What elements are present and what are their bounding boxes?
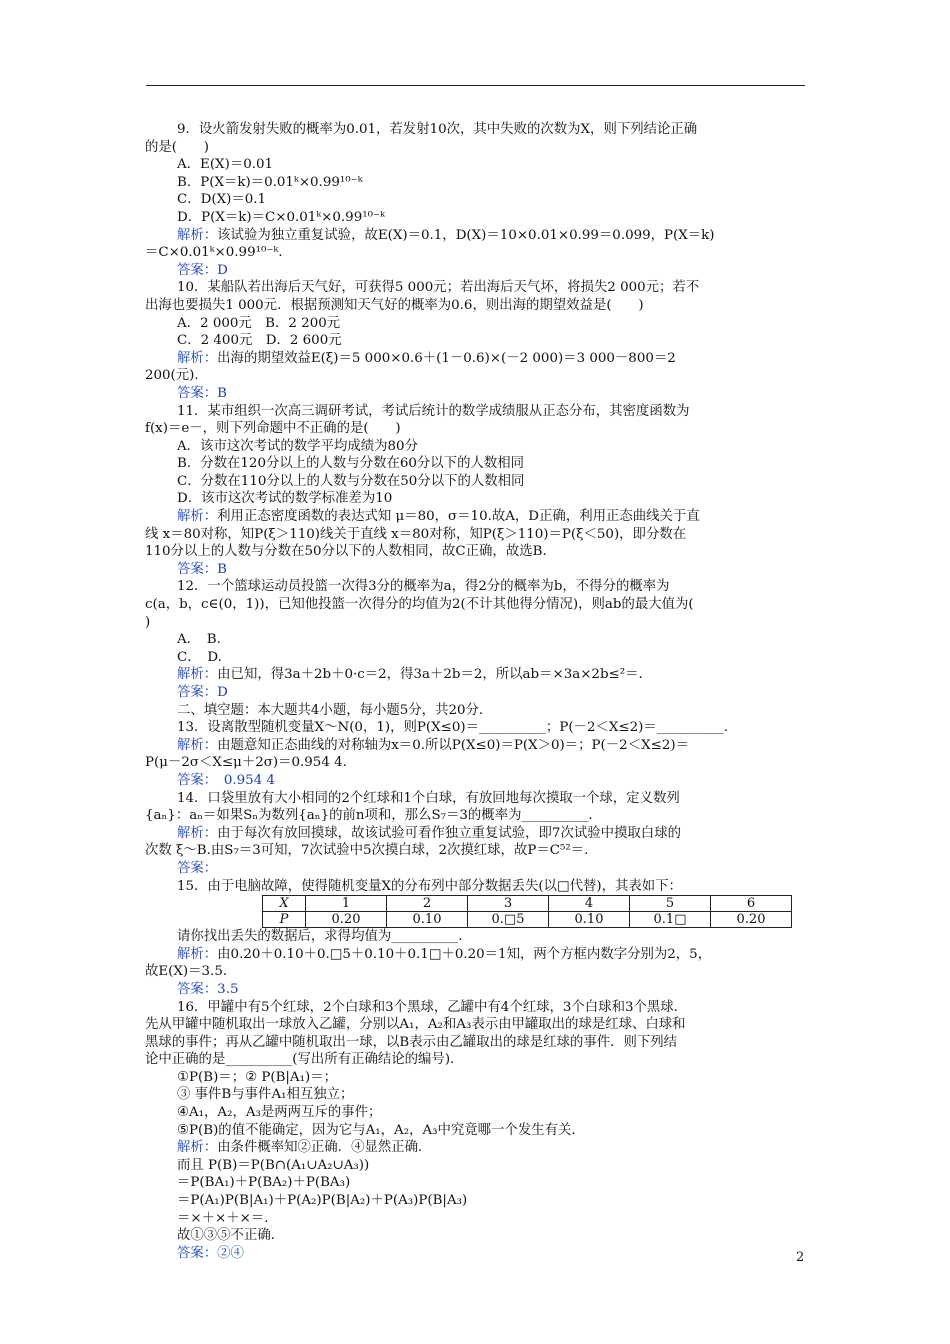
text-line <box>145 1051 810 1069</box>
line-text: C．D(X)＝0.1 <box>177 192 267 208</box>
line-text: {aₙ}：aₙ＝如果Sₙ为数列{aₙ}的前n项和，那么S₇＝3的概率为__________. <box>145 808 593 824</box>
text-line <box>145 1245 810 1263</box>
table-cell: 3 <box>468 896 549 912</box>
table-row-x <box>263 896 792 912</box>
label-answer: 答案： <box>177 385 218 401</box>
line-text: D <box>217 262 228 278</box>
label-answer: 答案： <box>177 262 218 278</box>
line-text: 次数 ξ～B.由S₇＝3可知，7次试验中5次摸白球，2次摸红球，故P＝C⁵²＝. <box>145 843 589 859</box>
line-text: ) <box>145 614 151 630</box>
text-line <box>145 790 810 808</box>
label-analysis: 解析： <box>177 227 218 243</box>
line-text: 而且 P(B)＝P(B∩(A₁∪A₂∪A₃)) <box>177 1157 370 1173</box>
line-text: ⑤P(B)的值不能确定，因为它与A₁，A₂，A₃中究竟哪一个发生有关． <box>177 1122 585 1138</box>
text-line <box>145 174 810 192</box>
label-answer: 答案： <box>177 685 218 700</box>
text-line <box>145 315 810 333</box>
text-line <box>145 666 810 684</box>
label-analysis: 解析： <box>177 667 218 683</box>
line-text: 10．某船队若出海后天气好，可获得5 000元；若出海后天气坏，将损失2 000元；若不 <box>177 280 700 296</box>
text-line <box>145 999 810 1017</box>
text-line <box>145 1016 810 1034</box>
line-text: ＝×＋×＋×＝. <box>177 1210 269 1226</box>
text-line <box>145 473 810 491</box>
text-line <box>145 1104 810 1122</box>
line-text: 15．由于电脑故障，使得随机变量X的分布列中部分数据丢失(以□代替)，其表如下： <box>177 878 682 894</box>
line-text: 的是( ) <box>145 139 210 155</box>
text-line <box>145 543 810 561</box>
text-line <box>145 807 810 825</box>
text-line <box>145 1157 810 1175</box>
line-text: 故①③⑤不正确． <box>177 1228 285 1244</box>
text-line <box>145 420 810 438</box>
text-line <box>145 737 810 755</box>
text-line <box>145 455 810 473</box>
line-text: A． B. <box>177 632 221 648</box>
label-analysis: 解析： <box>177 825 218 841</box>
line-text: D <box>217 685 228 700</box>
page-number: 2 <box>796 1250 805 1265</box>
line-text: 二、填空题：本大题共4小题，每小题5分，共20分． <box>177 702 493 718</box>
table-row-p <box>263 912 792 928</box>
text-line <box>145 631 810 649</box>
text-line <box>145 1034 810 1052</box>
label-answer: 答案： <box>177 860 218 876</box>
line-text: 故E(X)＝3.5. <box>145 964 228 980</box>
line-text: D．该市这次考试的数学标准差为10 <box>177 491 393 507</box>
text-block-after-table <box>145 928 810 1262</box>
table-cell: 0.1□ <box>630 912 711 928</box>
text-line <box>145 1192 810 1210</box>
text-line <box>145 121 810 139</box>
line-text: c(a，b，c∈(0，1))，已知他投篮一次得分的均值为2(不计其他得分情况)，则ab的最大值为( <box>145 597 694 613</box>
line-text: 0.954 4 <box>210 772 275 788</box>
text-line <box>145 702 810 720</box>
text-line <box>145 139 810 157</box>
line-text: ＝P(BA₁)＋P(BA₂)＋P(BA₃) <box>177 1175 351 1191</box>
line-text: 200(元)． <box>145 368 208 384</box>
line-text: ④A₁，A₂，A₃是两两互斥的事件； <box>177 1105 382 1121</box>
line-text: 线 x＝80对称，知P(ξ＞110)线关于直线 x＝80对称，知P(ξ＞110)＝P(ξ＜50)，即分数在 <box>145 526 687 542</box>
line-text: 黑球的事件；再从乙罐中随机取出一球，以B表示由乙罐取出的球是红球的事件．则下列结 <box>145 1034 678 1050</box>
line-text: A．该市这次考试的数学平均成绩为80分 <box>177 438 418 454</box>
text-line <box>145 842 810 860</box>
line-text: 由条件概率知②正确．④显然正确． <box>217 1140 432 1156</box>
table-cell: 4 <box>549 896 630 912</box>
label-analysis: 解析： <box>177 737 218 753</box>
text-line <box>145 262 810 280</box>
text-line <box>145 1139 810 1157</box>
label-analysis: 解析： <box>177 350 218 366</box>
label-answer: 答案： <box>177 981 218 997</box>
text-line <box>145 385 810 403</box>
line-text: 出海的期望效益E(ξ)＝5 000×0.6＋(1－0.6)×(－2 000)＝3 000－800＝2 <box>217 350 676 366</box>
table-cell: 1 <box>306 896 387 912</box>
line-text: C． D. <box>177 649 222 665</box>
table-cell: 2 <box>387 896 468 912</box>
text-line <box>145 1210 810 1228</box>
text-line <box>145 156 810 174</box>
line-text: 110分以上的人数与分数在50分以下的人数相同，故C正确，故选B. <box>145 544 547 560</box>
text-line <box>145 297 810 315</box>
text-line <box>145 578 810 596</box>
distribution-table <box>262 895 792 928</box>
text-line <box>145 963 810 981</box>
text-line <box>145 490 810 508</box>
line-text: A．E(X)＝0.01 <box>177 157 274 173</box>
text-line <box>145 946 810 964</box>
line-text: 利用正态密度函数的表达式知 μ＝80，σ＝10.故A，D正确，利用正态曲线关于直 <box>217 509 700 525</box>
text-line <box>145 614 810 632</box>
line-text: 12．一个篮球运动员投篮一次得3分的概率为a，得2分的概率为b，不得分的概率为 <box>177 579 670 595</box>
line-text: 13．设离散型随机变量X～N(0，1)，则P(X≤0)＝__________；P(－2＜X≤2)＝__________. <box>177 720 728 736</box>
line-text: 由于每次有放回摸球，故该试验可看作独立重复试验，即7次试验中摸取白球的 <box>217 825 681 841</box>
text-line <box>145 1174 810 1192</box>
line-text: ＝C×0.01ᵏ×0.99¹⁰⁻ᵏ. <box>145 245 283 261</box>
line-text: ②④ <box>217 1245 244 1261</box>
label-analysis: 解析： <box>177 1140 218 1156</box>
label-analysis: 解析： <box>177 946 218 962</box>
text-line <box>145 508 810 526</box>
line-text: C．2 400元 D．2 600元 <box>177 333 342 349</box>
text-line <box>145 403 810 421</box>
text-line <box>145 719 810 737</box>
text-line <box>145 981 810 999</box>
text-line <box>145 860 810 878</box>
table-cell: 0.□5 <box>468 912 549 928</box>
line-text: 3.5 <box>217 981 239 997</box>
line-text: P(μ－2σ＜X≤μ＋2σ)＝0.954 4. <box>145 755 347 771</box>
label-answer: 答案： <box>177 1245 218 1261</box>
line-text: 14．口袋里放有大小相同的2个红球和1个白球，有放回地每次摸取一个球，定义数列 <box>177 790 680 806</box>
line-text: 出海也要损失1 000元．根据预测知天气好的概率为0.6，则出海的期望效益是( ) <box>145 297 644 313</box>
line-text: 由题意知正态曲线的对称轴为x＝0.所以P(X≤0)＝P(X＞0)＝；P(－2＜X≤2)＝ <box>217 737 689 753</box>
text-line <box>145 825 810 843</box>
line-text: 论中正确的是__________(写出所有正确结论的编号)． <box>145 1052 464 1068</box>
label-analysis: 解析： <box>177 509 218 525</box>
line-text: 请你找出丢失的数据后，求得均值为__________. <box>177 929 463 945</box>
text-line <box>145 279 810 297</box>
table-cell: 0.20 <box>306 912 387 928</box>
table-cell: 0.20 <box>711 912 792 928</box>
line-text: ＝P(A₁)P(B|A₁)＋P(A₂)P(B|A₂)＋P(A₃)P(B|A₃) <box>177 1193 468 1209</box>
line-text: D．P(X＝k)＝C×0.01ᵏ×0.99¹⁰⁻ᵏ <box>177 209 385 225</box>
text-line <box>145 332 810 350</box>
text-line <box>145 1227 810 1245</box>
line-text: 16．甲罐中有5个红球，2个白球和3个黑球，乙罐中有4个红球，3个白球和3个黑球． <box>177 999 688 1015</box>
text-line <box>145 878 810 896</box>
line-text: ①P(B)＝；② P(B|A₁)＝； <box>177 1069 337 1085</box>
line-text: 该试验为独立重复试验，故E(X)＝0.1，D(X)＝10×0.01×0.99＝0.099，P(X＝k) <box>217 227 715 243</box>
line-text: f(x)＝e－，则下列命题中不正确的是( ) <box>145 421 401 437</box>
table-cell: X <box>263 896 306 912</box>
text-line <box>145 367 810 385</box>
table-cell: 6 <box>711 896 792 912</box>
table-cell: 5 <box>630 896 711 912</box>
text-line <box>145 191 810 209</box>
document-body <box>145 121 810 1262</box>
line-text: 11．某市组织一次高三调研考试，考试后统计的数学成绩服从正态分布，其密度函数为 <box>177 403 690 419</box>
text-line <box>145 684 810 702</box>
text-block-before-table <box>145 121 810 895</box>
table-cell: P <box>263 912 306 928</box>
text-line <box>145 209 810 227</box>
text-line <box>145 561 810 579</box>
text-line <box>145 227 810 245</box>
text-line <box>145 438 810 456</box>
line-text: 先从甲罐中随机取出一球放入乙罐，分别以A₁，A₂和A₃表示由甲罐取出的球是红球、白球和 <box>145 1017 686 1033</box>
text-line <box>145 1069 810 1087</box>
line-text: C．分数在110分以上的人数与分数在50分以下的人数相同 <box>177 473 525 489</box>
text-line <box>145 244 810 262</box>
line-text: A．2 000元 B．2 200元 <box>177 315 341 331</box>
line-text: B．P(X＝k)＝0.01ᵏ×0.99¹⁰⁻ᵏ <box>177 174 363 190</box>
table-cell: 0.10 <box>387 912 468 928</box>
header-rule <box>146 85 805 86</box>
table-cell: 0.10 <box>549 912 630 928</box>
line-text: B <box>217 385 228 401</box>
text-line <box>145 526 810 544</box>
label-answer: 答案： <box>177 772 211 788</box>
text-line <box>145 754 810 772</box>
text-line <box>145 596 810 614</box>
line-text: ③ 事件B与事件A₁相互独立； <box>177 1087 354 1103</box>
line-text: 9．设火箭发射失败的概率为0.01，若发射10次，其中失败的次数为X，则下列结论正确 <box>177 122 698 137</box>
text-line <box>145 649 810 667</box>
text-line <box>145 1122 810 1140</box>
line-text: B．分数在120分以上的人数与分数在60分以下的人数相同 <box>177 456 525 472</box>
line-text: 由已知，得3a＋2b＋0·c＝2，得3a＋2b＝2，所以ab＝×3a×2b≤²＝. <box>217 667 643 683</box>
text-line <box>145 772 810 790</box>
line-text: B <box>217 561 228 577</box>
text-line <box>145 350 810 368</box>
label-answer: 答案： <box>177 561 218 577</box>
text-line <box>145 928 810 946</box>
line-text: 由0.20＋0.10＋0.□5＋0.10＋0.1□＋0.20＝1知，两个方框内数字分别为2，5， <box>217 946 712 962</box>
text-line <box>145 1086 810 1104</box>
